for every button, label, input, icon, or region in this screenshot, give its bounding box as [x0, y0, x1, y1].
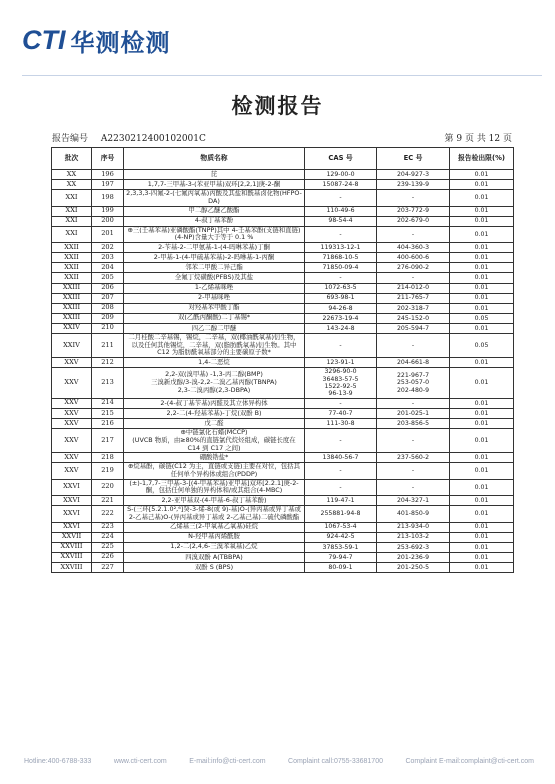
batch-cell: XXIII	[52, 313, 92, 323]
ec-number-cell: 404-360-3	[377, 243, 450, 253]
limit-cell: 0.05	[450, 313, 514, 323]
substance-name-cell: 双(乙酰丙酮酸)二丁基锡*	[124, 313, 305, 323]
batch-cell: XXVIII	[52, 562, 92, 572]
cas-number-cell: 110-49-6	[305, 206, 377, 216]
substance-name-cell: 1,2-二(2,4,6-三溴苯氧基)乙烷	[124, 542, 305, 552]
ec-number-cell: 204-927-3	[377, 170, 450, 180]
cas-number-cell: 71850-09-4	[305, 263, 377, 273]
seq-cell: 200	[92, 216, 124, 226]
limit-cell: 0.01	[450, 552, 514, 562]
footer-website: www.cti-cert.com	[113, 758, 167, 765]
substance-name-cell: 戊二醛	[124, 419, 305, 429]
table-row	[52, 429, 514, 453]
limit-cell: 0.01	[450, 226, 514, 242]
batch-cell: XXII	[52, 253, 92, 263]
substance-name-cell: ⊕烷基酚，碳链(C12 为主，直链或支链)主要在对位，包括其任何单个异构体或组合(PDDP)	[124, 463, 305, 479]
footer-email: E-mail:info@cti-cert.com	[189, 758, 266, 765]
seq-cell: 203	[92, 253, 124, 263]
page-footer	[24, 758, 534, 765]
substance-name-cell: ⊕三(壬基苯基)亚磷酸酯(TNPP)其中 4-壬基苯酚(支链和直链) (4-NP)含量大于等于 0.1 %	[124, 226, 305, 242]
seq-cell: 211	[92, 333, 124, 357]
col-ec-header: EC 号	[377, 148, 450, 170]
substance-name-cell: ⊕中链氯化石蜡(MCCP) (UVCB 物质，由≥80%的直链氯代烷烃组成，碳链长度在 C14 到 C17 之间)	[124, 429, 305, 453]
cas-number-cell: 693-98-1	[305, 293, 377, 303]
cas-number-cell: 98-54-4	[305, 216, 377, 226]
batch-cell: XXV	[52, 429, 92, 453]
report-number: A2230212400102001C	[100, 134, 206, 144]
batch-cell: XXVII	[52, 532, 92, 542]
batch-cell: XXV	[52, 358, 92, 368]
table-row	[52, 562, 514, 572]
footer-hotline: Hotline:400-6788-333	[24, 758, 92, 765]
table-row	[52, 190, 514, 206]
ec-number-cell: 221-967-7 253-057-0 202-480-9	[377, 368, 450, 399]
seq-cell: 220	[92, 479, 124, 495]
footer-complaint-email: Complaint E-mail:complaint@cti-cert.com	[405, 758, 534, 765]
footer-complaint-call: Complaint call:0755-33681700	[288, 758, 383, 765]
table-row	[52, 368, 514, 399]
company-logo	[22, 20, 171, 60]
limit-cell: 0.01	[450, 170, 514, 180]
ec-number-cell: 253-692-3	[377, 542, 450, 552]
substance-name-cell: 2,3,3,3-四氟-2-(七氟丙氧基)丙酸及其盐和酰基卤化物(HFPO-DA)	[124, 190, 305, 206]
batch-cell: XXVI	[52, 496, 92, 506]
limit-cell: 0.01	[450, 293, 514, 303]
ec-number-cell: 401-850-9	[377, 506, 450, 522]
batch-cell: XXV	[52, 398, 92, 408]
table-row	[52, 463, 514, 479]
batch-cell: XXVI	[52, 522, 92, 532]
ec-number-cell: 204-327-1	[377, 496, 450, 506]
table-row	[52, 522, 514, 532]
cas-number-cell: 79-94-7	[305, 552, 377, 562]
cas-number-cell: 143-24-8	[305, 323, 377, 333]
table-row	[52, 552, 514, 562]
limit-cell: 0.01	[450, 408, 514, 418]
table-row	[52, 419, 514, 429]
substance-name-cell: 2-甲基咪唑	[124, 293, 305, 303]
seq-cell: 209	[92, 313, 124, 323]
substance-name-cell: 全氟丁烷磺酸(PFBS)及其盐	[124, 273, 305, 283]
limit-cell: 0.01	[450, 496, 514, 506]
ec-number-cell: 203-856-5	[377, 419, 450, 429]
cas-number-cell: 123-91-1	[305, 358, 377, 368]
cas-number-cell: -	[305, 273, 377, 283]
substance-name-cell: 双酚 S (BPS)	[124, 562, 305, 572]
limit-cell: 0.01	[450, 253, 514, 263]
ec-number-cell: 213-103-2	[377, 532, 450, 542]
limit-cell: 0.01	[450, 206, 514, 216]
limit-cell: 0.01	[450, 453, 514, 463]
batch-cell: XXI	[52, 226, 92, 242]
seq-cell: 201	[92, 226, 124, 242]
substance-name-cell: (±)-1,7,7-三甲基-3-[(4-甲基苯基)亚甲基]双环[2.2.1]庚-2-酮，包括任何单独的异构体和/或其组合(4-MBC)	[124, 479, 305, 495]
substance-name-cell: N-羟甲基丙烯酰胺	[124, 532, 305, 542]
cas-number-cell: 15087-24-8	[305, 180, 377, 190]
seq-cell: 223	[92, 522, 124, 532]
limit-cell: 0.01	[450, 216, 514, 226]
ec-number-cell: 400-600-6	[377, 253, 450, 263]
substance-name-cell: 2,2-亚甲基双-(4-甲基-6-叔丁基苯酚)	[124, 496, 305, 506]
seq-cell: 198	[92, 190, 124, 206]
seq-cell: 212	[92, 358, 124, 368]
ec-number-cell: 239-139-9	[377, 180, 450, 190]
page-indicator: 第 9 页 共 12 页	[444, 134, 512, 144]
limit-cell: 0.01	[450, 263, 514, 273]
cas-number-cell: -	[305, 463, 377, 479]
ec-number-cell: 204-661-8	[377, 358, 450, 368]
cas-number-cell: 71868-10-5	[305, 253, 377, 263]
ec-number-cell: -	[377, 190, 450, 206]
substance-name-cell: 邻苯二甲酸二异己酯	[124, 263, 305, 273]
substance-name-cell: 硼酸锆盐*	[124, 453, 305, 463]
col-limit-header: 报告检出限(%)	[450, 148, 514, 170]
table-row	[52, 323, 514, 333]
table-row	[52, 358, 514, 368]
limit-cell: 0.01	[450, 243, 514, 253]
ec-number-cell: -	[377, 226, 450, 242]
substance-name-cell: 甲二醇乙醚乙酸酯	[124, 206, 305, 216]
table-row	[52, 333, 514, 357]
batch-cell: XXVIII	[52, 542, 92, 552]
ec-number-cell: 201-025-1	[377, 408, 450, 418]
ec-number-cell: -	[377, 333, 450, 357]
ec-number-cell: 211-765-7	[377, 293, 450, 303]
cas-number-cell: -	[305, 190, 377, 206]
substance-name-cell: 四溴双酚 A(TBBPA)	[124, 552, 305, 562]
logo-mark: CTI	[22, 24, 66, 55]
substance-name-cell: 2-苄基-2-二甲氨基-1-(4-吗啉苯基)丁酮	[124, 243, 305, 253]
page-title: 检测报告	[231, 94, 324, 118]
cas-number-cell: 255881-94-8	[305, 506, 377, 522]
ec-number-cell: 202-318-7	[377, 303, 450, 313]
batch-cell: XXII	[52, 273, 92, 283]
table-row	[52, 542, 514, 552]
table-row	[52, 243, 514, 253]
batch-cell: XXIV	[52, 333, 92, 357]
col-cas-header: CAS 号	[305, 148, 377, 170]
table-row	[52, 398, 514, 408]
substance-name-cell: 2,2-二(4-羟基苯基)-丁烷(双酚 B)	[124, 408, 305, 418]
seq-cell: 208	[92, 303, 124, 313]
seq-cell: 213	[92, 368, 124, 399]
cas-number-cell: -	[305, 398, 377, 408]
batch-cell: XXV	[52, 419, 92, 429]
limit-cell: 0.01	[450, 323, 514, 333]
limit-cell: 0.01	[450, 190, 514, 206]
cas-number-cell: 94-26-8	[305, 303, 377, 313]
table-row	[52, 283, 514, 293]
batch-cell: XXV	[52, 463, 92, 479]
limit-cell: 0.01	[450, 479, 514, 495]
limit-cell: 0.05	[450, 333, 514, 357]
cas-number-cell: 1067-53-4	[305, 522, 377, 532]
cas-number-cell: 119313-12-1	[305, 243, 377, 253]
batch-cell: XX	[52, 180, 92, 190]
seq-cell: 204	[92, 263, 124, 273]
ec-number-cell: 201-250-5	[377, 562, 450, 572]
ec-number-cell: 245-152-0	[377, 313, 450, 323]
ec-number-cell: 201-236-9	[377, 552, 450, 562]
cas-number-cell: 1072-63-5	[305, 283, 377, 293]
substance-name-cell: 二月桂酸二辛基锡，锡烷，二辛基，双(椰油酰氧基)衍生物，以及任何其他锡烷，二辛基，双(脂肪酰氧基)衍生物。其中 C12 为脂肪酰氧基部分的主要碳原子数*	[124, 333, 305, 357]
seq-cell: 205	[92, 273, 124, 283]
header-divider	[22, 75, 542, 76]
ec-number-cell: -	[377, 463, 450, 479]
logo-company-name: 华测检测	[70, 28, 171, 57]
batch-cell: XXIII	[52, 303, 92, 313]
table-row	[52, 506, 514, 522]
limit-cell: 0.01	[450, 522, 514, 532]
cas-number-cell: 111-30-8	[305, 419, 377, 429]
seq-cell: 218	[92, 453, 124, 463]
seq-cell: 227	[92, 562, 124, 572]
substance-name-cell: 1,7,7-三甲基-3-(苯亚甲基)双环[2,2,1]庚-2-酮	[124, 180, 305, 190]
limit-cell: 0.01	[450, 532, 514, 542]
limit-cell: 0.01	[450, 273, 514, 283]
substance-name-cell: S-(三环[5.2.1.0²,⁶]癸-3-烯-8(或 9)-基)O-(异丙基或异丁基或 2-乙基己基)O-(异丙基或异丁基或 2-乙基己基)二硫代磷酸酯	[124, 506, 305, 522]
table-row	[52, 479, 514, 495]
batch-cell: XXVI	[52, 506, 92, 522]
ec-number-cell: -	[377, 429, 450, 453]
seq-cell: 225	[92, 542, 124, 552]
substance-name-cell: 1,4-二恶烷	[124, 358, 305, 368]
seq-cell: 210	[92, 323, 124, 333]
report-meta	[52, 131, 512, 144]
batch-cell: XXI	[52, 190, 92, 206]
batch-cell: XXIII	[52, 293, 92, 303]
substance-name-cell: 4-叔丁基苯酚	[124, 216, 305, 226]
col-seq-header: 序号	[92, 148, 124, 170]
batch-cell: XXI	[52, 206, 92, 216]
batch-cell: XXII	[52, 243, 92, 253]
limit-cell: 0.01	[450, 506, 514, 522]
table-row	[52, 408, 514, 418]
limit-cell: 0.01	[450, 368, 514, 399]
seq-cell: 216	[92, 419, 124, 429]
seq-cell: 221	[92, 496, 124, 506]
batch-cell: XXI	[52, 216, 92, 226]
substance-name-cell: 乙烯基三(2-甲氧基乙氧基)硅烷	[124, 522, 305, 532]
col-substance-header: 物质名称	[124, 148, 305, 170]
batch-cell: XXV	[52, 453, 92, 463]
table-row	[52, 273, 514, 283]
seq-cell: 214	[92, 398, 124, 408]
cas-number-cell: 129-00-0	[305, 170, 377, 180]
table-row	[52, 226, 514, 242]
batch-cell: XX	[52, 170, 92, 180]
substance-name-cell: 2-(4-叔丁基苄基)丙醛及其立体异构体	[124, 398, 305, 408]
seq-cell: 224	[92, 532, 124, 542]
cas-number-cell: 924-42-5	[305, 532, 377, 542]
cas-number-cell: 22673-19-4	[305, 313, 377, 323]
table-row	[52, 313, 514, 323]
batch-cell: XXIV	[52, 323, 92, 333]
substance-name-cell: 四乙二醇二甲醚	[124, 323, 305, 333]
limit-cell: 0.01	[450, 542, 514, 552]
batch-cell: XXIII	[52, 283, 92, 293]
cas-number-cell: -	[305, 429, 377, 453]
seq-cell: 217	[92, 429, 124, 453]
limit-cell: 0.01	[450, 562, 514, 572]
batch-cell: XXII	[52, 263, 92, 273]
test-results-table	[51, 147, 513, 573]
table-row	[52, 293, 514, 303]
ec-number-cell: -	[377, 479, 450, 495]
report-header	[22, 20, 542, 60]
limit-cell: 0.01	[450, 303, 514, 313]
seq-cell: 222	[92, 506, 124, 522]
seq-cell: 226	[92, 552, 124, 562]
table-row	[52, 532, 514, 542]
side-stamp	[543, 350, 555, 440]
limit-cell: 0.01	[450, 398, 514, 408]
seq-cell: 196	[92, 170, 124, 180]
ec-number-cell: 237-560-2	[377, 453, 450, 463]
ec-number-cell: 276-090-2	[377, 263, 450, 273]
batch-cell: XXVIII	[52, 552, 92, 562]
cas-number-cell: -	[305, 226, 377, 242]
cas-number-cell: 77-40-7	[305, 408, 377, 418]
seq-cell: 215	[92, 408, 124, 418]
seq-cell: 219	[92, 463, 124, 479]
table-row	[52, 263, 514, 273]
cas-number-cell: 119-47-1	[305, 496, 377, 506]
limit-cell: 0.01	[450, 358, 514, 368]
cas-number-cell: 80-09-1	[305, 562, 377, 572]
substance-name-cell: 1-乙烯基咪唑	[124, 283, 305, 293]
limit-cell: 0.01	[450, 429, 514, 453]
limit-cell: 0.01	[450, 463, 514, 479]
table-row	[52, 303, 514, 313]
seq-cell: 197	[92, 180, 124, 190]
substance-name-cell: 2-甲基-1-(4-甲硫基苯基)-2-吗啉基-1-丙酮	[124, 253, 305, 263]
ec-number-cell: 213-934-0	[377, 522, 450, 532]
substance-name-cell: 对羟基苯甲酸丁酯	[124, 303, 305, 313]
ec-number-cell: 205-594-7	[377, 323, 450, 333]
cas-number-cell: 13840-56-7	[305, 453, 377, 463]
table-row	[52, 253, 514, 263]
seq-cell: 207	[92, 293, 124, 303]
report-number-label: 报告编号	[52, 134, 89, 144]
table-row	[52, 170, 514, 180]
cas-number-cell: -	[305, 479, 377, 495]
cas-number-cell: 3296-90-0 36483-57-5 1522-92-5 96-13-9	[305, 368, 377, 399]
substance-name-cell: 2,2-双(溴甲基) -1,3-丙二醇(BMP) 三溴新戊醇/3-溴-2,2-二溴乙基丙醇(TBNPA) 2,3-二溴丙醇(2,3-DBPA)	[124, 368, 305, 399]
limit-cell: 0.01	[450, 419, 514, 429]
ec-number-cell: 214-012-0	[377, 283, 450, 293]
table-row	[52, 216, 514, 226]
seq-cell: 206	[92, 283, 124, 293]
limit-cell: 0.01	[450, 180, 514, 190]
ec-number-cell: -	[377, 273, 450, 283]
cas-number-cell: -	[305, 333, 377, 357]
ec-number-cell: 203-772-9	[377, 206, 450, 216]
seq-cell: 202	[92, 243, 124, 253]
batch-cell: XXVI	[52, 479, 92, 495]
cas-number-cell: 37853-59-1	[305, 542, 377, 552]
ec-number-cell: 202-679-0	[377, 216, 450, 226]
batch-cell: XXV	[52, 368, 92, 399]
col-batch-header: 批次	[52, 148, 92, 170]
limit-cell: 0.01	[450, 283, 514, 293]
substance-name-cell: 芘	[124, 170, 305, 180]
batch-cell: XXV	[52, 408, 92, 418]
ec-number-cell: -	[377, 398, 450, 408]
table-row	[52, 206, 514, 216]
seq-cell: 199	[92, 206, 124, 216]
table-header-row	[52, 148, 514, 170]
